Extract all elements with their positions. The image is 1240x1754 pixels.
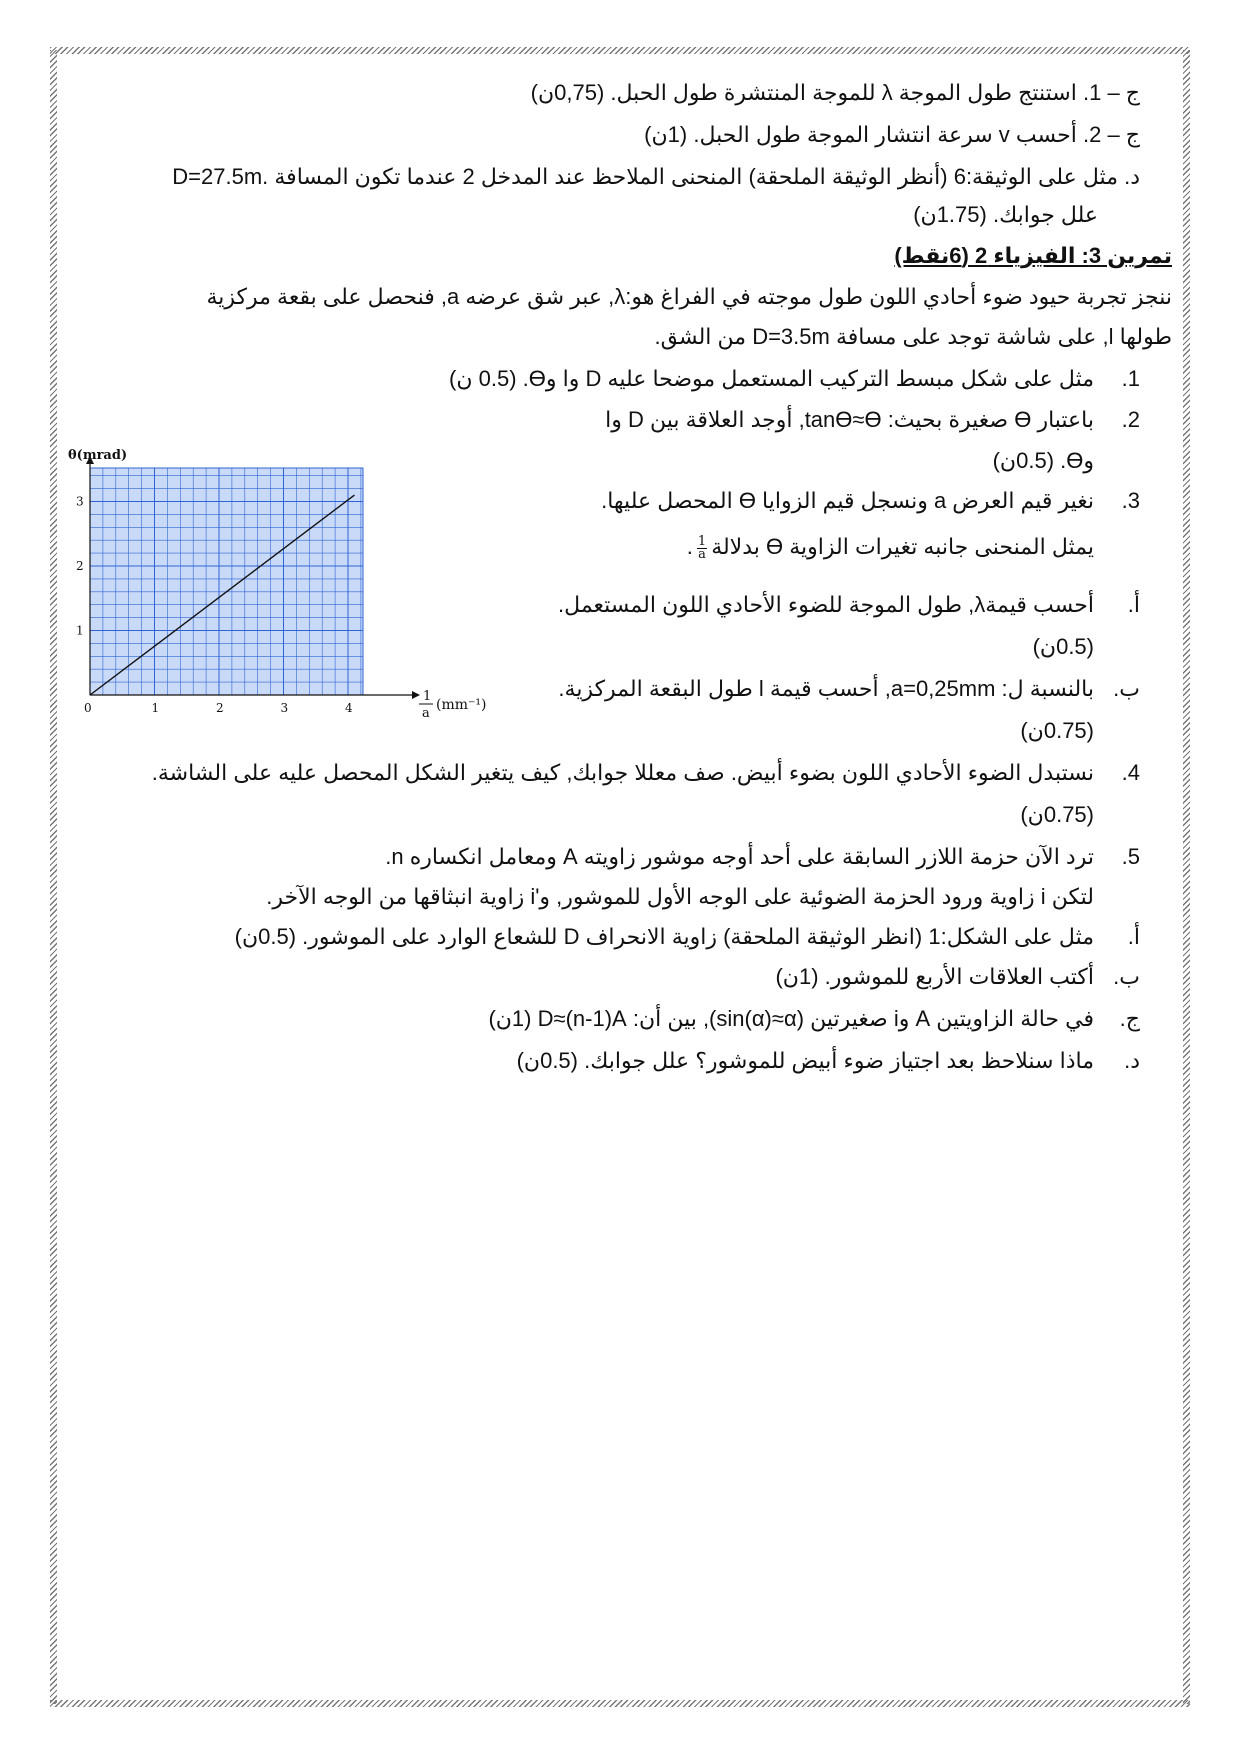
question-5-alef: أ.مثل على الشكل:1 (انظر الوثيقة الملحقة) زاوية الانحراف D للشعاع الوارد على الموشور. (0.5ن) [234,924,1140,949]
frame-top [50,47,1190,54]
question-2-continuation: وϴ. (0.5ن) [992,448,1094,473]
frame-left [50,50,57,1704]
theta-vs-inverse-a-chart [60,440,510,740]
y-tick-label: 1 [76,623,84,638]
question-5-ba: ب.أكتب العلاقات الأربع للموشور. (1ن) [775,964,1140,989]
question-5-dal: د.ماذا سنلاحظ بعد اجتياز ضوء أبيض للموشور؟ علل جوابك. (0.5ن) [516,1048,1140,1073]
x-axis-arrow [412,691,420,699]
question-3-alef: أ.أحسب قيمةλ, طول الموجة للضوء الأحادي اللون المستعمل. [558,592,1140,617]
frame-right [1183,50,1190,1704]
x-tick-label: 1 [151,701,160,715]
question-3: 3.نغير قيم العرض a ونسجل قيم الزوايا ϴ المحصل عليها. [601,488,1140,513]
x-tick-label: 4 [345,701,353,715]
x-label-numerator: 1 [423,689,432,704]
question-4: 4.نستبدل الضوء الأحادي اللون بضوء أبيض. صف معللا جوابك, كيف يتغير الشكل المحصل عليه على الشاشة. [151,760,1140,785]
question-4-points: (0.75ن) [1020,802,1094,827]
x-tick-label: 0 [84,701,92,715]
question-c2: ج – 2. أحسب v سرعة انتشار الموجة طول الحبل. (1ن) [644,122,1140,147]
question-1: 1.مثل على شكل مبسط التركيب المستعمل موضحا عليه D وا وϴ. (0.5 ن) [449,366,1140,391]
question-d: د. مثل على الوثيقة:6 (أنظر الوثيقة الملحقة) المنحنى الملاحظ عند المدخل 2 عندما تكون المسافة .D=27.5m [172,164,1140,189]
fraction-one-over-a: $\frac{1}{a}$ [697,533,707,562]
question-3-ba: ب.بالنسبة ل: a=0,25mm, أحسب قيمة l طول البقعة المركزية. [558,676,1140,701]
x-tick-label: 3 [280,701,289,715]
question-2: 2.باعتبار ϴ صغيرة بحيث: tanϴ≈ϴ, أوجد العلاقة بين D وا [605,407,1140,432]
y-tick-label: 3 [76,494,84,509]
exercise-3-title: تمرين 3: الفيزياء 2 (6نقط) [894,243,1172,268]
y-axis-label: θ(mrad) [68,448,128,463]
question-5: 5.ترد الآن حزمة اللازر السابقة على أحد أوجه موشور زاويته A ومعامل انكساره n. [385,844,1140,869]
exercise-3-intro-1: ننجز تجربة حيود ضوء أحادي اللون طول موجته في الفراغ هو:λ, عبر شق عرضه a, فنحصل على بقعة مركزية [206,284,1172,309]
question-3-ba-points: (0.75ن) [1020,718,1094,743]
question-5-jim: ج.في حالة الزاويتين A وi صغيرتين (sin(α)≈α), بين أن: D≈(n-1)A (1ن) [488,1006,1140,1031]
x-tick-label: 2 [216,701,224,715]
x-axis-label [419,689,486,721]
x-label-unit: (mm⁻¹) [436,697,487,713]
x-label-denominator: a [422,706,430,721]
question-5-definition: لتكن i زاوية ورود الحزمة الضوئية على الوجه الأول للموشور, و'i زاوية انبثاقها من الوجه الآخر. [266,884,1094,909]
question-3-curve-description: يمثل المنحنى جانبه تغيرات الزاوية ϴ بدلالة $\frac{1}{a}$ . [686,533,1094,562]
y-tick-label: 2 [76,559,84,573]
frame-bottom [50,1700,1190,1707]
question-d-continuation: علل جوابك. (1.75ن) [913,202,1098,227]
exercise-3-intro-2: طولها l, على شاشة توجد على مسافة D=3.5m من الشق. [654,324,1172,349]
question-c1: ج – 1. استنتج طول الموجة λ للموجة المنتشرة طول الحبل. (0,75ن) [530,80,1140,105]
question-3-alef-points: (0.5ن) [1032,634,1094,659]
